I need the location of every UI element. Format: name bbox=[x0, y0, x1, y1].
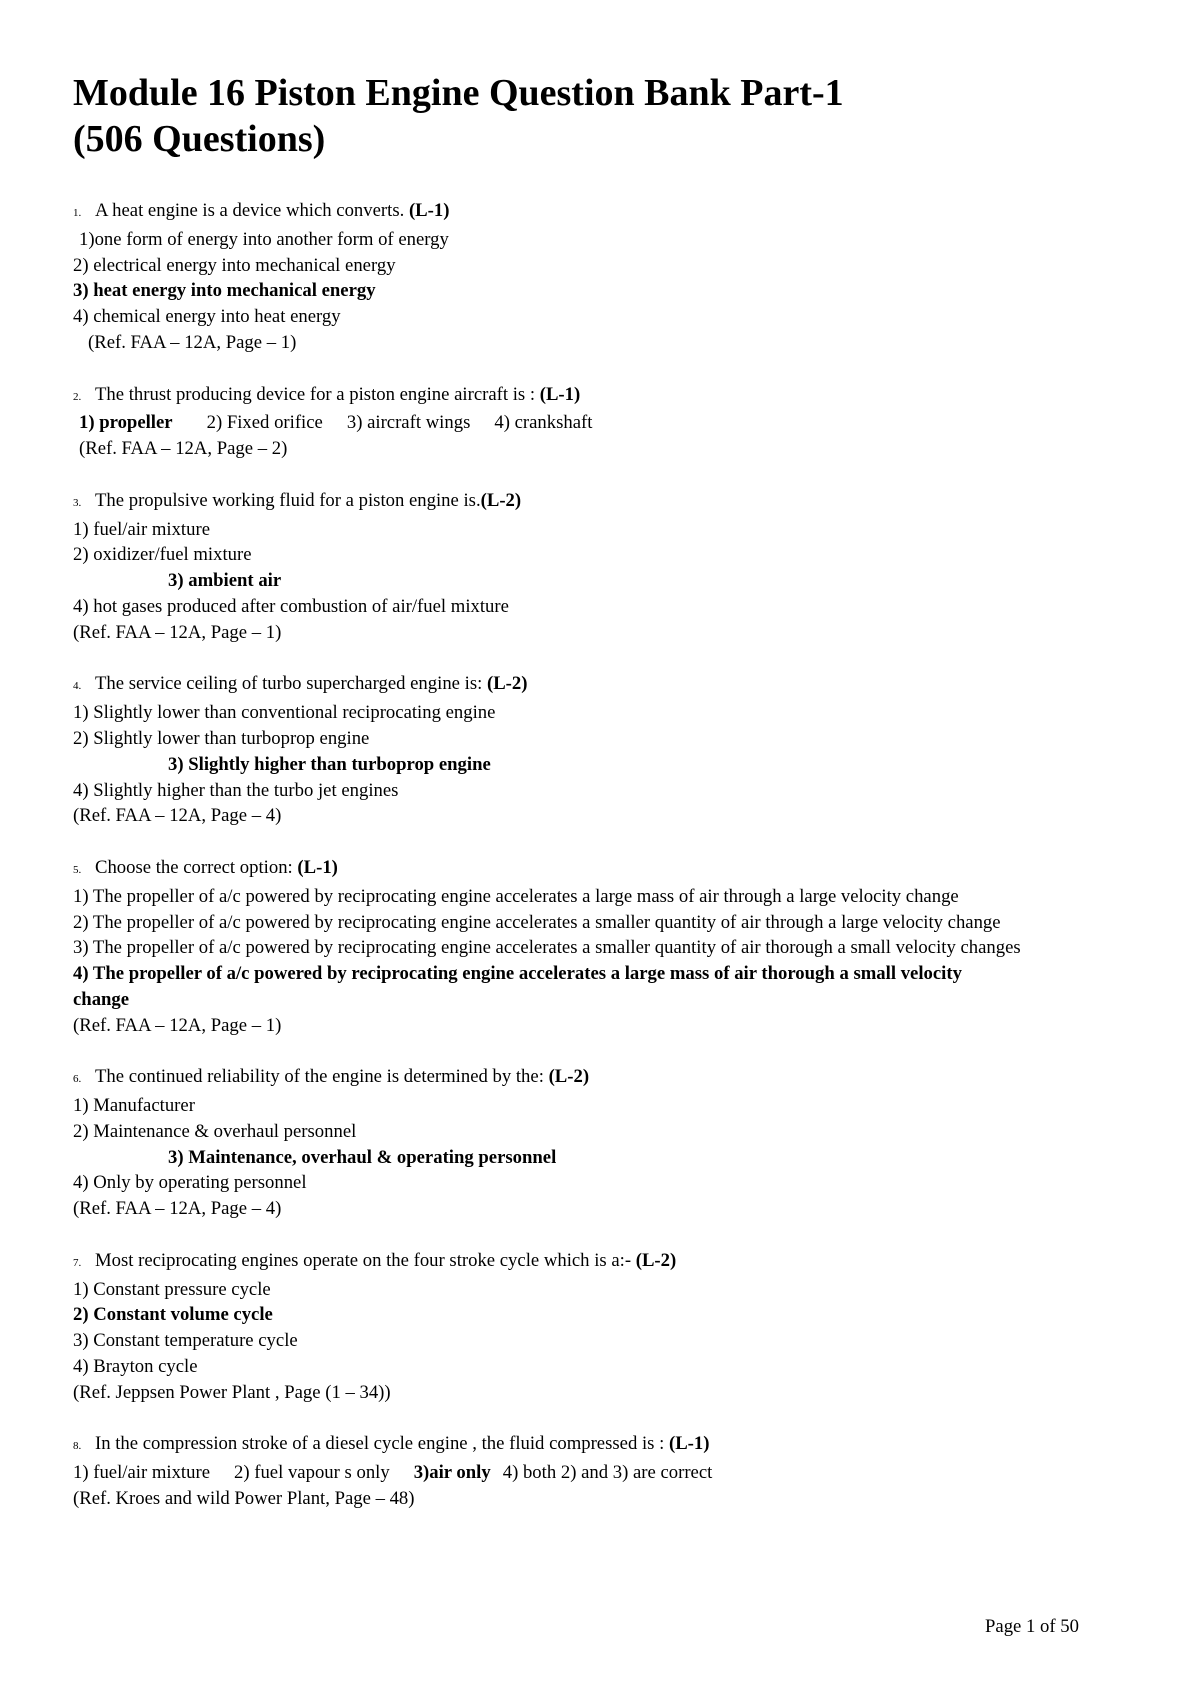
question-text: The propulsive working fluid for a piston engine is. bbox=[95, 489, 481, 511]
question-text: Most reciprocating engines operate on the four stroke cycle which is a:- bbox=[95, 1249, 636, 1271]
question-text: A heat engine is a device which converts. bbox=[95, 200, 409, 221]
reference: (Ref. Kroes and wild Power Plant, Page – 48) bbox=[73, 1488, 415, 1510]
question-number: 4. bbox=[73, 680, 82, 693]
option: 2) The propeller of a/c powered by reciprocating engine accelerates a smaller quantity of air through a large velocity change bbox=[73, 911, 1001, 933]
option: 3) The propeller of a/c powered by reciprocating engine accelerates a smaller quantity of air thorough a small velocity changes bbox=[73, 937, 1021, 959]
correct-option: 1) propeller bbox=[79, 412, 173, 434]
page-number: Page 1 of 50 bbox=[985, 1616, 1079, 1637]
question-level: (L-2) bbox=[548, 1066, 590, 1088]
option: 2) fuel vapour s only bbox=[234, 1462, 390, 1484]
question-text: The thrust producing device for a piston engine aircraft is : bbox=[95, 383, 540, 405]
question-number: 2. bbox=[73, 390, 82, 403]
reference: (Ref. FAA – 12A, Page – 1) bbox=[88, 331, 297, 353]
option: 4) crankshaft bbox=[494, 412, 593, 434]
document-title bbox=[73, 70, 1133, 162]
question-number: 7. bbox=[73, 1256, 82, 1269]
option: 2) oxidizer/fuel mixture bbox=[73, 544, 252, 566]
correct-option: 3) heat energy into mechanical energy bbox=[73, 280, 376, 302]
option: 1) Constant pressure cycle bbox=[73, 1278, 271, 1300]
question-level: (L-2) bbox=[635, 1249, 677, 1271]
reference: (Ref. FAA – 12A, Page – 1) bbox=[73, 1014, 282, 1036]
option: 4) Brayton cycle bbox=[73, 1356, 198, 1378]
reference: (Ref. FAA – 12A, Page – 2) bbox=[79, 438, 288, 460]
question-3 bbox=[73, 488, 1133, 646]
option: 1) fuel/air mixture bbox=[73, 518, 210, 540]
reference: (Ref. FAA – 12A, Page – 4) bbox=[73, 805, 282, 827]
question-level: (L-2) bbox=[486, 673, 528, 695]
reference: (Ref. Jeppsen Power Plant , Page (1 – 34)) bbox=[73, 1381, 391, 1403]
option: 1) Manufacturer bbox=[73, 1095, 195, 1117]
question-text: The continued reliability of the engine is determined by the: bbox=[95, 1066, 549, 1088]
question-level: (L-1) bbox=[408, 200, 450, 221]
question-4 bbox=[73, 671, 1133, 829]
correct-option: 2) Constant volume cycle bbox=[73, 1304, 273, 1326]
question-number: 1. bbox=[73, 207, 82, 219]
option: 3) aircraft wings bbox=[346, 412, 471, 434]
correct-option: 3) Slightly higher than turboprop engine bbox=[168, 753, 491, 775]
option: 4) chemical energy into heat energy bbox=[73, 306, 341, 328]
question-level: (L-2) bbox=[480, 489, 522, 511]
option: 4) Only by operating personnel bbox=[73, 1172, 307, 1194]
option: 1)one form of energy into another form of energy bbox=[79, 228, 449, 250]
question-text: The service ceiling of turbo supercharged engine is: bbox=[95, 673, 487, 695]
option: 2) Fixed orifice bbox=[206, 412, 323, 434]
question-6 bbox=[73, 1064, 1133, 1222]
correct-option: 3)air only bbox=[413, 1462, 491, 1484]
question-level: (L-1) bbox=[297, 856, 338, 878]
option: 1) The propeller of a/c powered by reciprocating engine accelerates a large mass of air through a large velocity change bbox=[73, 885, 959, 907]
option: 3) Constant temperature cycle bbox=[73, 1330, 298, 1352]
correct-option: 3) Maintenance, overhaul & operating personnel bbox=[168, 1146, 557, 1168]
question-number: 3. bbox=[73, 496, 82, 509]
question-number: 6. bbox=[73, 1073, 82, 1086]
question-1 bbox=[73, 198, 1133, 356]
reference: (Ref. FAA – 12A, Page – 1) bbox=[73, 621, 282, 643]
option: 2) Maintenance & overhaul personnel bbox=[73, 1120, 357, 1142]
question-5 bbox=[73, 855, 1133, 1039]
option: 1) Slightly lower than conventional reciprocating engine bbox=[73, 702, 496, 724]
option: 2) electrical energy into mechanical energy bbox=[73, 254, 396, 276]
option: 1) fuel/air mixture bbox=[73, 1462, 210, 1484]
question-list bbox=[73, 198, 1133, 1512]
document-page bbox=[73, 70, 1133, 1538]
question-text: In the compression stroke of a diesel cycle engine , the fluid compressed is : bbox=[95, 1433, 669, 1455]
question-7 bbox=[73, 1248, 1133, 1406]
question-level: (L-1) bbox=[668, 1433, 710, 1455]
question-number: 8. bbox=[73, 1440, 82, 1453]
question-number: 5. bbox=[73, 863, 82, 876]
question-text: Choose the correct option: bbox=[95, 856, 298, 878]
option: 4) both 2) and 3) are correct bbox=[502, 1462, 713, 1484]
title-line-2: (506 Questions) bbox=[73, 118, 326, 160]
question-2 bbox=[73, 382, 1133, 462]
question-8 bbox=[73, 1431, 1133, 1511]
option: 4) hot gases produced after combustion of air/fuel mixture bbox=[73, 595, 509, 617]
correct-option: 4) The propeller of a/c powered by reciprocating engine accelerates a large mass of air thorough a small velocity change bbox=[73, 963, 962, 1010]
correct-option: 3) ambient air bbox=[168, 570, 282, 592]
question-level: (L-1) bbox=[539, 383, 581, 405]
option: 4) Slightly higher than the turbo jet engines bbox=[73, 779, 399, 801]
title-line-1: Module 16 Piston Engine Question Bank Part-1 bbox=[73, 72, 844, 114]
reference: (Ref. FAA – 12A, Page – 4) bbox=[73, 1198, 282, 1220]
option: 2) Slightly lower than turboprop engine bbox=[73, 727, 370, 749]
